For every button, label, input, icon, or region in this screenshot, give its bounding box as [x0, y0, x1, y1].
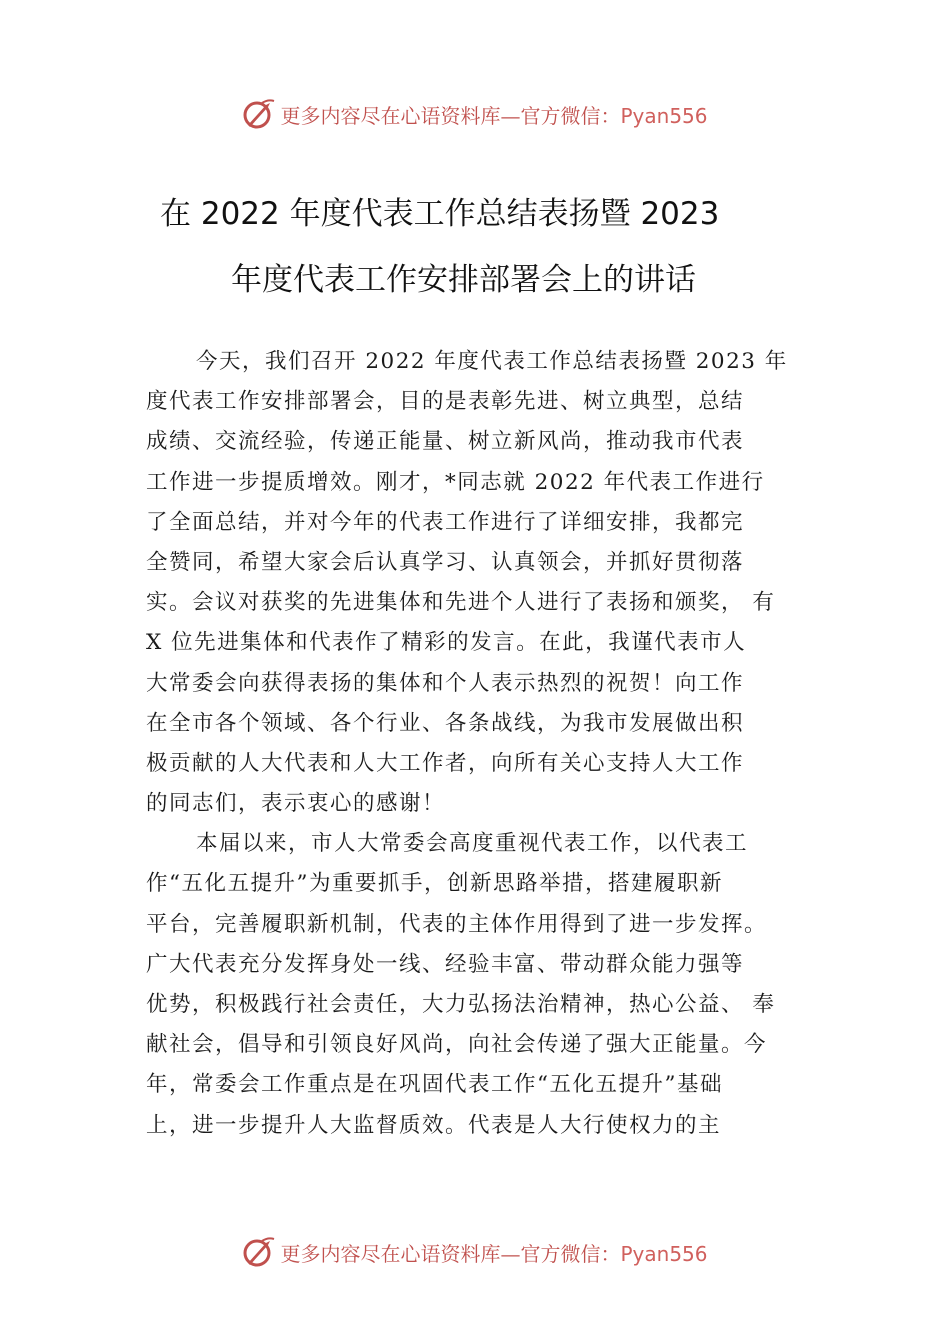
- text-line: 本届以来，市人大常委会高度重视代表工作，以代表工: [196, 831, 749, 857]
- footer-banner-text: 更多内容尽在心语资料库—官方微信：Pyan556: [280, 1241, 708, 1266]
- page-title-line1: 在 2022 年度代表工作总结表扬暨 2023: [160, 196, 720, 232]
- text-line: 极贡献的人大代表和人大工作者，向所有关心支持人大工作: [146, 750, 745, 776]
- text-line: 年，常委会工作重点是在巩固代表工作“五化五提升”基础: [146, 1072, 723, 1098]
- text-line: 献社会，倡导和引领良好风尚，向社会传递了强大正能量。今: [146, 1032, 768, 1058]
- text-line: 今天，我们召开 2022 年度代表工作总结表扬暨 2023 年: [196, 349, 788, 374]
- page-title-line2: 年度代表工作安排部署会上的讲话: [231, 262, 696, 298]
- pen-logo-icon: [242, 1235, 276, 1269]
- footer-banner: [0, 1232, 950, 1272]
- text-line: X 位先进集体和代表作了精彩的发言。在此，我谨代表市人: [146, 630, 747, 656]
- text-line: 全赞同，希望大家会后认真学习、认真领会，并抓好贯彻落: [146, 549, 745, 575]
- text-line: 在全市各个领域、各个行业、各条战线，为我市发展做出积: [146, 710, 745, 736]
- header-banner: [0, 94, 950, 134]
- text-line: 作“五化五提升”为重要抓手，创新思路举措，搭建履职新: [146, 871, 723, 897]
- pen-logo-icon: [242, 97, 276, 131]
- text-line: 大常委会向获得表扬的集体和个人表示热烈的祝贺！向工作: [146, 670, 745, 696]
- text-line: 工作进一步提质增效。刚才，*同志就 2022 年代表工作进行: [146, 469, 765, 495]
- text-line: 成绩、交流经验，传递正能量、树立新风尚，推动我市代表: [146, 429, 745, 455]
- text-line: 上，进一步提升人大监督质效。代表是人大行使权力的主: [146, 1112, 722, 1138]
- text-line: 平台，完善履职新机制，代表的主体作用得到了进一步发挥。: [146, 911, 768, 937]
- text-line: 度代表工作安排部署会，目的是表彰先进、树立典型，总结: [146, 389, 745, 415]
- text-line: 的同志们，表示衷心的感谢！: [146, 791, 446, 817]
- document-body: [146, 342, 814, 1146]
- text-line: 广大代表充分发挥身处一线、经验丰富、带动群众能力强等: [146, 951, 745, 977]
- text-line: 优势，积极践行社会责任，大力弘扬法治精神，热心公益、 奉: [146, 992, 776, 1017]
- text-line: 了全面总结，并对今年的代表工作进行了详细安排，我都完: [146, 509, 745, 535]
- header-banner-text: 更多内容尽在心语资料库—官方微信：Pyan556: [280, 103, 708, 128]
- text-line: 实。会议对获奖的先进集体和先进个人进行了表扬和颁奖， 有: [146, 590, 776, 616]
